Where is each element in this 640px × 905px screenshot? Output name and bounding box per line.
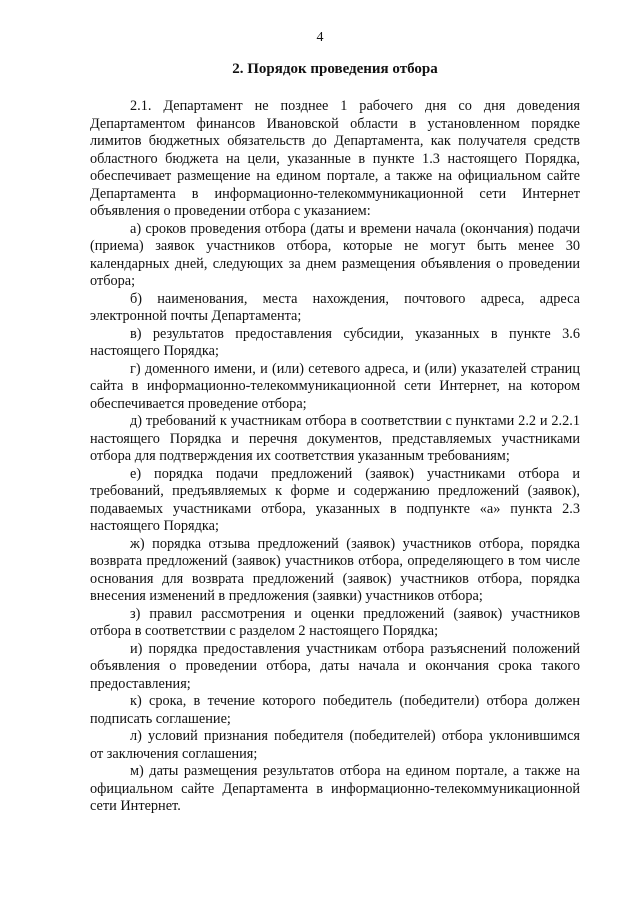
list-item-g: г) доменного имени, и (или) сетевого адреса, и (или) указателей страниц сайта в информационно-телекоммуникационной сети Интернет, на котором обеспечивается проведение отбора; — [90, 360, 580, 412]
list-item-m: м) даты размещения результатов отбора на едином портале, а также на официальном сайте Департамента в информационно-телекоммуникационной сети Интернет. — [90, 763, 580, 814]
list-item-b: б) наименования, места нахождения, почтового адреса, адреса электронной почты Департамента; — [90, 290, 580, 324]
list-item-d: д) требований к участникам отбора в соответствии с пунктами 2.2 и 2.2.1 настоящего Порядка и перечня документов, представляемых участниками отбора для подтверждения их соответствия указанным требованиям; — [90, 413, 580, 464]
document-body — [90, 98, 580, 816]
list-item-v: в) результатов предоставления субсидии, указанных в пункте 3.6 настоящего Порядка; — [90, 325, 580, 359]
list-item-z: з) правил рассмотрения и оценки предложений (заявок) участников отбора в соответствии с разделом 2 настоящего Порядка; — [90, 605, 580, 639]
paragraph-2-1: 2.1. Департамент не позднее 1 рабочего дня со дня доведения Департаментом финансов Ивановской области в установленном порядке лимитов бюджетных обязательств до Департамента, как получателя средств областного бюджета на цели, указанные в пункте 1.3 настоящего Порядка, обеспечивает размещение на едином портале, а также на официальном сайте Департамента в информационно-телекоммуникационной сети Интернет объявления о проведении отбора с указанием: — [90, 98, 580, 219]
list-item-k: к) срока, в течение которого победитель (победители) отбора должен подписать соглашение; — [90, 693, 580, 727]
list-item-l: л) условий признания победителя (победителей) отбора уклонившимся от заключения соглашения; — [90, 728, 580, 762]
list-item-zh: ж) порядка отзыва предложений (заявок) участников отбора, порядка возврата предложений (заявок) участников отбора, определяющего в том числе основания для возврата предложений (заявок) участников отбора, порядка внесения изменений в предложения (заявки) участников отбора; — [90, 535, 580, 604]
list-item-a: а) сроков проведения отбора (даты и времени начала (окончания) подачи (приема) заявок участников отбора, которые не могут быть менее 30 календарных дней, следующих за днем размещения объявления о проведении отбора; — [90, 220, 580, 289]
page-number: 4 — [316, 30, 324, 45]
list-item-e: е) порядка подачи предложений (заявок) участниками отбора и требований, предъявляемых к форме и содержанию предложений (заявок), подаваемых участниками отбора, указанных в подпункте «а» пункта 2.3 настоящего Порядка; — [90, 465, 580, 534]
section-heading: 2. Порядок проведения отбора — [232, 61, 438, 77]
list-item-i: и) порядка предоставления участникам отбора разъяснений положений объявления о проведении отбора, даты начала и окончания срока такого предоставления; — [90, 640, 580, 692]
